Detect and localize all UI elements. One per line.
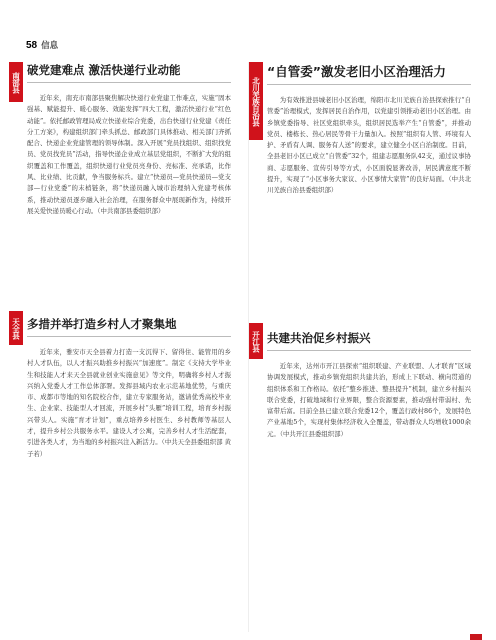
article-kaijiang: [251, 330, 471, 440]
page-number: 58: [26, 39, 38, 51]
region-tag: 开江县: [249, 323, 263, 359]
right-column: [251, 62, 471, 632]
article-tianquan: [11, 316, 231, 460]
article-nanbu: [11, 62, 231, 217]
article-title: 共建共治促乡村振兴: [267, 330, 471, 351]
article-body: 近年来，南充市南部县聚焦解决快递行业党建工作难点，实施“固本强基、赋能提升、暖心服务、效能发挥”四大工程，激活快递行业“红色动能”。依托邮政管理局成立快递业综合党委，出台快递行业党建《责任分工方案》，构建组织部门牵头抓总、邮政部门具体推动、相关部门齐抓配合、快递企业党建管理的领导体制。深入开展“党员找组织、组织找党员、党员找党员”活动，指导快递企业成立基层党组织，不断扩大党的组织覆盖和工作覆盖，组织快递行业党员亮身份、亮标准、亮承诺，比作风、比业绩、比贡献，争当服务标兵。建立“快递员—党员快递员—党支部—行业党委”的末梢链条，将“快递员融入城市治理纳入党建考核体系，推动快递员逐步融入社会治理，在服务群众中展现新作为，持续开展关爱快递员暖心行动。（中共南部县委组织部）: [27, 94, 231, 215]
section-name: 信息: [41, 41, 59, 51]
footer-corner-mark: [470, 634, 482, 640]
article-body: 为有效推进县城老旧小区治理，绵阳市北川羌族自治县探索推行“自管委”治理模式，发挥居民自治作用，以党建引领推动老旧小区治理。由乡镇党委指导、社区党组织牵头，组织居民选举产生“自管委”，并推动党员、楼栋长、热心居民等骨干力量加入。按照“组织有人管、环境有人护、矛盾有人调、服务有人送”的要求，建立健全小区自治制度。目前，全县老旧小区已成立“自管委”32个，组建志愿服务队42支，通过议事协商、志愿服务、宣传引导等方式，小区面貌显著改善，居民满意度不断提升，实现了“小区事务大家议、小区事情大家管”的良好局面。（中共北川羌族自治县委组织部）: [267, 96, 471, 195]
article-body: 近年来，雅安市天全县着力打造一支沉得下、留得住、能管用的乡村人才队伍，以人才振兴助推乡村振兴“加速度”。制定《支持大学毕业生和技能人才来天全县就业创业实施意见》等文件，明确将乡村人才振兴纳入党委人才工作总体部署。发挥县域内农业示范基地优势，与重庆市、成都市等地的知名院校合作，建立专家服务站，邀请优秀高校毕业生、企业家、技能型人才回流，开展乡村“头雁”培训工程，培育乡村振兴带头人。实施“育才计划”，重点培养乡村医生、乡村教师等基层人才，提升乡村公共服务水平。建设人才公寓，完善乡村人才生活配套，引进各类人才，为当地的乡村振兴注入新活力。（中共天全县委组织部 黄子若）: [27, 348, 231, 458]
article-body: 近年来，达州市开江县探索“组织联建、产业联盟、人才联育”区域协调发展模式，推动乡镇党组织共建共治，形成上下联动、横向贯通的组织体系和工作格局。依托“整乡推进、整县提升”机制，建立乡村振兴联合党委，打破地域和行业界限，整合资源要素，推动强村带弱村、先富带后富。目前全县已建立联合党委12个，覆盖行政村86个，发展特色产业基地5个，实现村集体经济收入全覆盖，带动群众人均增收1000余元。（中共开江县委组织部）: [267, 362, 471, 438]
page-header: [26, 38, 58, 52]
article-title: 破党建难点 激活快递行业动能: [27, 62, 231, 83]
article-title: 多措并举打造乡村人才聚集地: [27, 316, 231, 337]
article-beichuan: [251, 62, 471, 197]
region-tag: 南部县: [9, 62, 23, 102]
region-tag: 天全县: [9, 311, 23, 345]
left-column: [11, 62, 231, 632]
article-title: “自管委”激发老旧小区治理活力: [267, 62, 471, 85]
region-tag: 北川羌族自治县: [249, 62, 263, 140]
